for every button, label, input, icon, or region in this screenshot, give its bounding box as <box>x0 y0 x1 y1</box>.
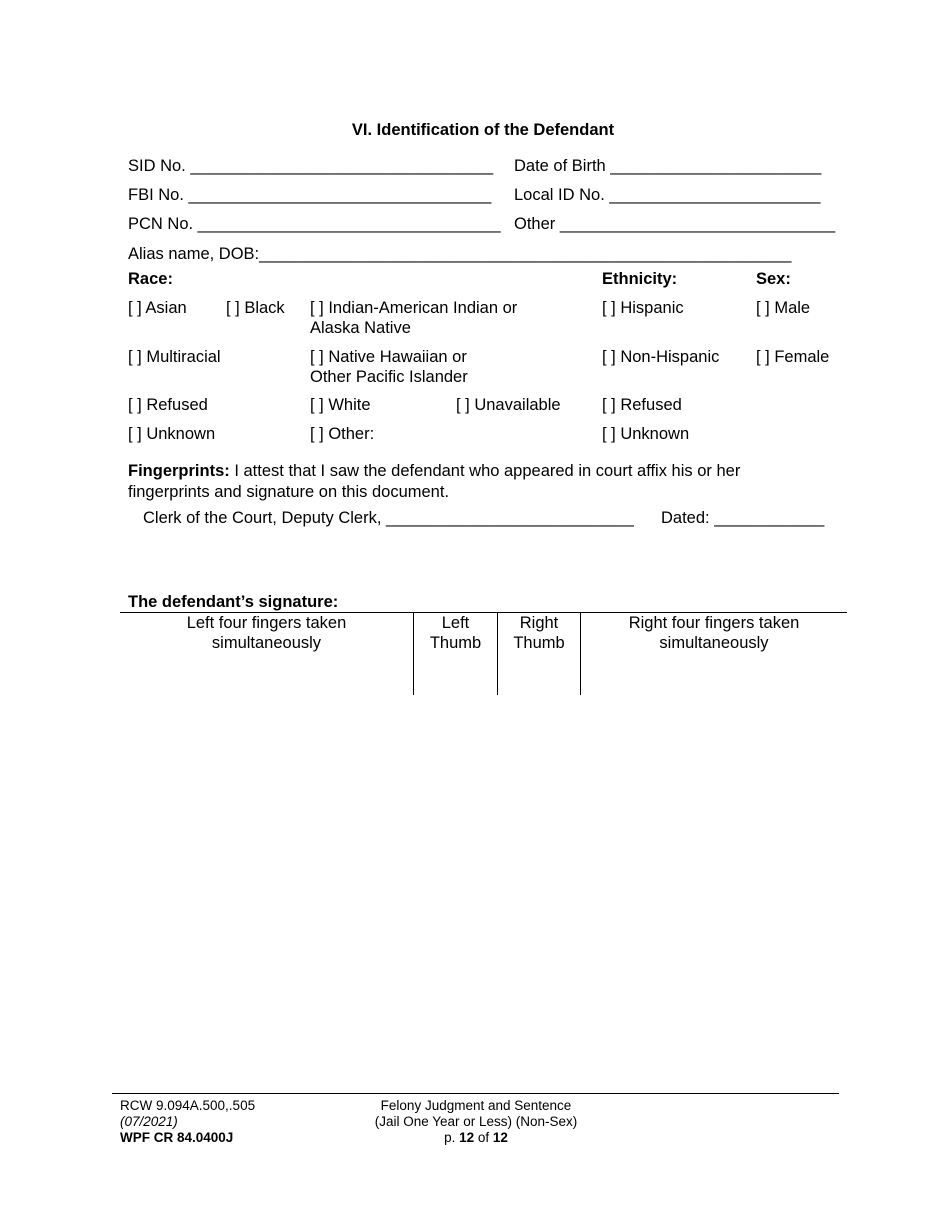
race-unknown-checkbox[interactable]: [ ] Unknown <box>128 425 216 443</box>
footer-center <box>350 1098 602 1146</box>
ethnicity-hispanic-checkbox[interactable]: [ ] Hispanic <box>602 299 684 317</box>
left-four-label-cont: simultaneously <box>211 634 322 652</box>
other-id-field: Other ______________________________ <box>514 215 836 233</box>
sex-female-checkbox[interactable]: [ ] Female <box>756 348 830 366</box>
ethnicity-header: Ethnicity: <box>602 270 678 288</box>
pcn-field: PCN No. _________________________________ <box>128 215 501 233</box>
fingerprints-label: Fingerprints: <box>128 462 230 480</box>
sex-header: Sex: <box>756 270 791 288</box>
left-four-label: Left four fingers taken <box>186 614 347 632</box>
footer-left <box>120 1098 255 1146</box>
fingerprints-statement <box>128 461 740 481</box>
race-header: Race: <box>128 270 173 288</box>
left-four-fingers-box <box>120 613 413 653</box>
footer-doc-subtitle: (Jail One Year or Less) (Non-Sex) <box>374 1114 578 1129</box>
race-refused-checkbox[interactable]: [ ] Refused <box>128 396 208 414</box>
fbi-field: FBI No. _________________________________ <box>128 186 492 204</box>
dated-line: Dated: ____________ <box>661 509 825 527</box>
right-thumb-label-cont: Thumb <box>513 634 565 652</box>
local-id-field: Local ID No. _______________________ <box>514 186 821 204</box>
clerk-signature-line: Clerk of the Court, Deputy Clerk, ___________________________ <box>143 509 634 527</box>
race-unavailable-checkbox[interactable]: [ ] Unavailable <box>456 396 561 414</box>
sex-male-checkbox[interactable]: [ ] Male <box>756 299 811 317</box>
dob-field: Date of Birth _______________________ <box>514 157 822 175</box>
ethnicity-refused-checkbox[interactable]: [ ] Refused <box>602 396 682 414</box>
right-thumb-box <box>498 613 580 653</box>
footer-page-number: p. 12 of 12 <box>444 1130 508 1145</box>
footer-rule <box>112 1093 839 1094</box>
race-indian-checkbox[interactable]: [ ] Indian-American Indian or <box>310 299 518 317</box>
footer-date: (07/2021) <box>120 1114 178 1129</box>
ethnicity-non-hispanic-checkbox[interactable]: [ ] Non-Hispanic <box>602 348 720 366</box>
race-hawaiian-checkbox[interactable]: [ ] Native Hawaiian or <box>310 348 467 366</box>
right-four-label: Right four fingers taken <box>628 614 800 632</box>
fingerprints-text: I attest that I saw the defendant who appeared in court affix his or her <box>229 462 741 480</box>
left-thumb-box <box>414 613 497 653</box>
sid-field: SID No. _________________________________ <box>128 157 494 175</box>
right-four-label-cont: simultaneously <box>659 634 769 652</box>
left-thumb-label-cont: Thumb <box>429 634 482 652</box>
footer-doc-title: Felony Judgment and Sentence <box>380 1098 572 1113</box>
race-black-checkbox[interactable]: [ ] Black <box>226 299 285 317</box>
footer-rcw: RCW 9.094A.500,.505 <box>120 1098 256 1113</box>
race-white-checkbox[interactable]: [ ] White <box>310 396 371 414</box>
race-asian-checkbox[interactable]: [ ] Asian <box>128 299 187 317</box>
race-hawaiian-label-cont: Other Pacific Islander <box>310 368 468 386</box>
left-thumb-label: Left <box>441 614 470 632</box>
section-title: VI. Identification of the Defendant <box>351 121 615 139</box>
race-other-checkbox[interactable]: [ ] Other: <box>310 425 375 443</box>
fingerprints-text-cont: fingerprints and signature on this document. <box>128 483 450 501</box>
right-four-fingers-box <box>581 613 847 653</box>
ethnicity-unknown-checkbox[interactable]: [ ] Unknown <box>602 425 690 443</box>
race-multiracial-checkbox[interactable]: [ ] Multiracial <box>128 348 221 366</box>
right-thumb-label: Right <box>519 614 559 632</box>
race-indian-label-cont: Alaska Native <box>310 319 411 337</box>
footer-form-number: WPF CR 84.0400J <box>120 1130 234 1145</box>
alias-field: Alias name, DOB:__________________________________________________________ <box>128 245 792 263</box>
defendant-signature-label: The defendant’s signature: <box>128 593 339 611</box>
